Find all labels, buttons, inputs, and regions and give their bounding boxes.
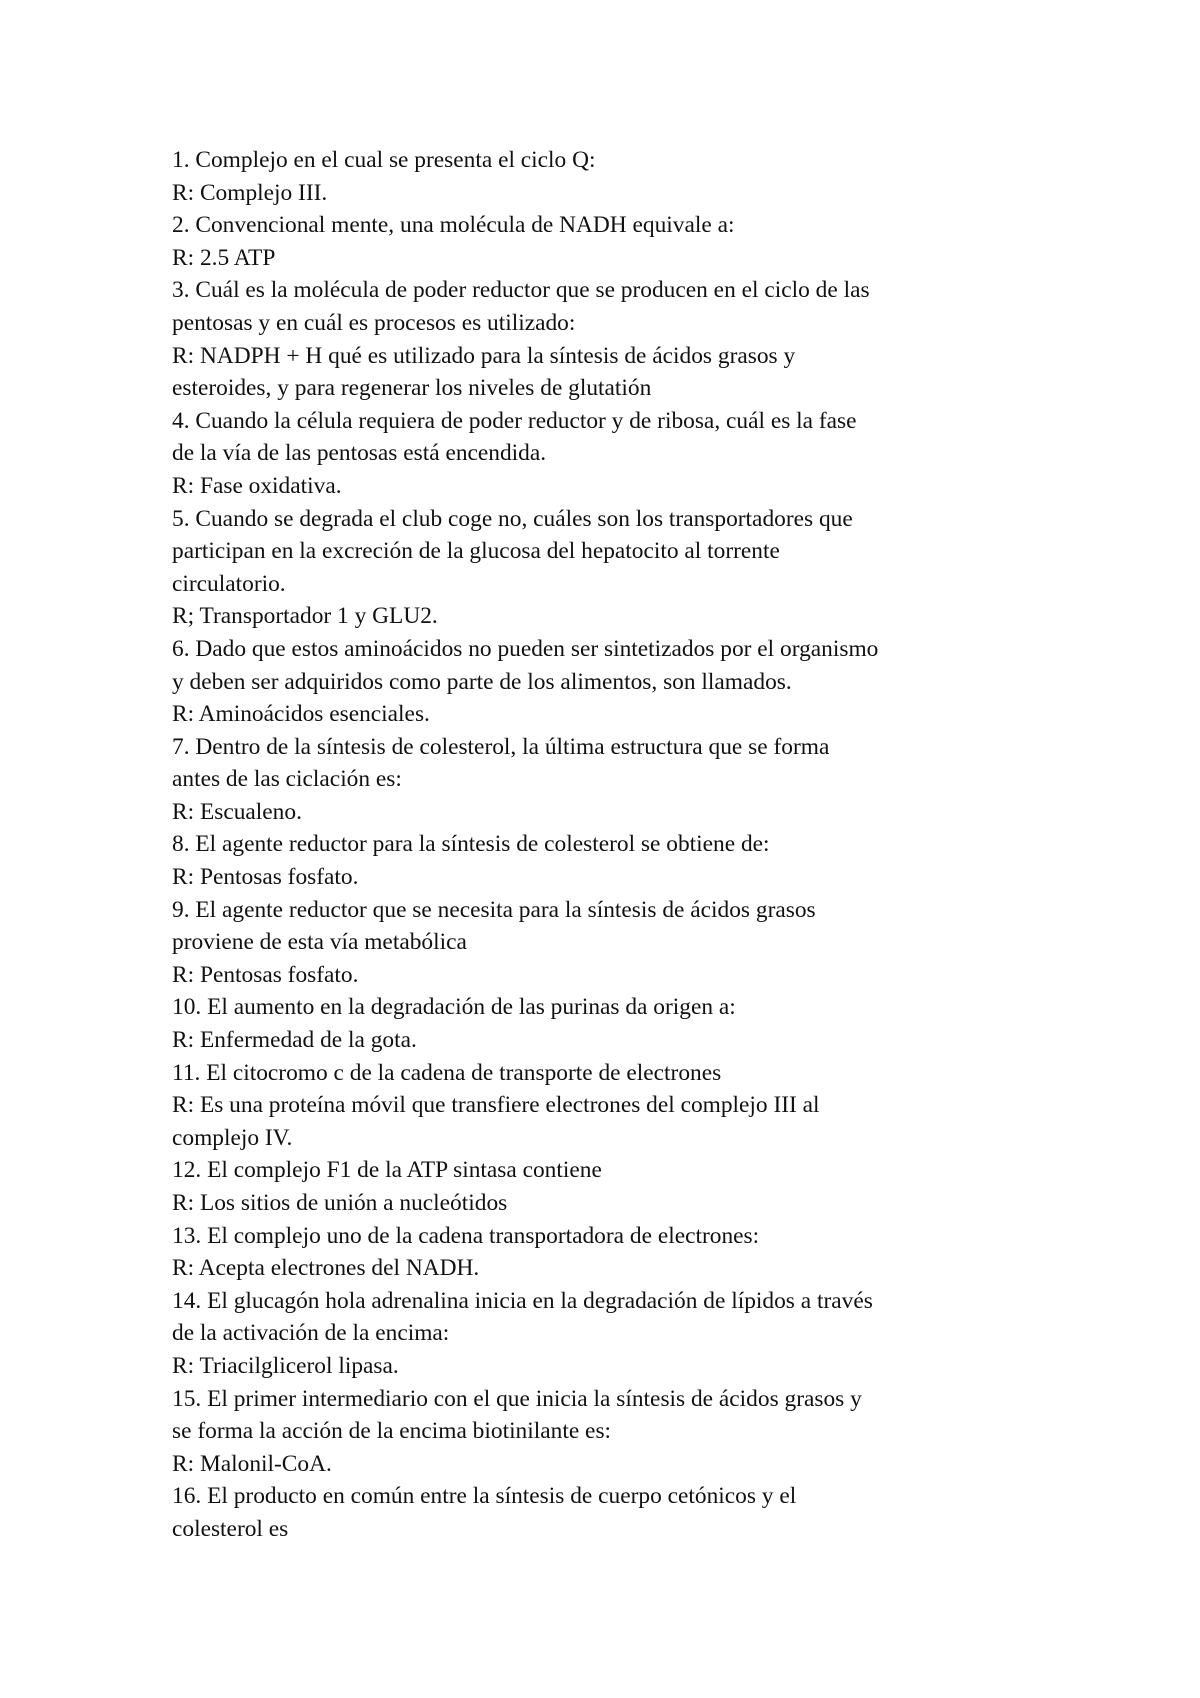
text-line: pentosas y en cuál es procesos es utilizado:	[172, 309, 576, 336]
text-line: R: Triacilglicerol lipasa.	[172, 1352, 399, 1379]
text-line: R: NADPH + H qué es utilizado para la síntesis de ácidos grasos y	[172, 342, 796, 369]
text-line: 13. El complejo uno de la cadena transportadora de electrones:	[172, 1222, 760, 1249]
text-line: R: Enfermedad de la gota.	[172, 1027, 417, 1054]
text-line: 8. El agente reductor para la síntesis de colesterol se obtiene de:	[172, 831, 770, 858]
text-line: 3. Cuál es la molécula de poder reductor que se producen en el ciclo de las	[172, 277, 870, 304]
text-line: de la activación de la encima:	[172, 1320, 450, 1347]
text-line: R: 2.5 ATP	[172, 244, 276, 271]
text-line: antes de las ciclación es:	[172, 766, 402, 793]
text-line: 15. El primer intermediario con el que inicia la síntesis de ácidos grasos y	[172, 1385, 862, 1412]
text-line: R: Fase oxidativa.	[172, 472, 342, 499]
text-line: R: Malonil-CoA.	[172, 1450, 332, 1477]
text-line: colesterol es	[172, 1515, 289, 1542]
text-line: R: Es una proteína móvil que transfiere electrones del complejo III al	[172, 1092, 820, 1119]
text-line: 6. Dado que estos aminoácidos no pueden ser sintetizados por el organismo	[172, 635, 879, 662]
text-line: de la vía de las pentosas está encendida.	[172, 440, 547, 467]
text-line: R: Escualeno.	[172, 798, 302, 825]
text-line: R: Pentosas fosfato.	[172, 961, 359, 988]
text-line: R: Pentosas fosfato.	[172, 864, 359, 891]
text-line: 14. El glucagón hola adrenalina inicia en la degradación de lípidos a través	[172, 1287, 873, 1314]
document-text	[172, 144, 1052, 1546]
text-line: participan en la excreción de la glucosa del hepatocito al torrente	[172, 538, 780, 565]
text-line: 5. Cuando se degrada el club coge no, cuáles son los transportadores que	[172, 505, 853, 532]
text-line: 11. El citocromo c de la cadena de transporte de electrones	[172, 1059, 722, 1086]
text-line: 7. Dentro de la síntesis de colesterol, la última estructura que se forma	[172, 733, 830, 760]
text-line: complejo IV.	[172, 1124, 293, 1151]
text-line: R: Acepta electrones del NADH.	[172, 1255, 480, 1282]
text-line: esteroides, y para regenerar los niveles de glutatión	[172, 375, 652, 402]
text-line: R: Aminoácidos esenciales.	[172, 701, 430, 728]
text-line: R: Complejo III.	[172, 179, 328, 206]
text-line: circulatorio.	[172, 570, 286, 597]
text-line: 16. El producto en común entre la síntesis de cuerpo cetónicos y el	[172, 1483, 797, 1510]
text-line: R: Los sitios de unión a nucleótidos	[172, 1190, 508, 1216]
text-line: R; Transportador 1 y GLU2.	[172, 603, 438, 630]
text-line: y deben ser adquiridos como parte de los alimentos, son llamados.	[172, 668, 792, 695]
text-line: proviene de esta vía metabólica	[172, 929, 467, 956]
text-line: 10. El aumento en la degradación de las purinas da origen a:	[172, 994, 736, 1021]
text-line: 4. Cuando la célula requiera de poder reductor y de ribosa, cuál es la fase	[172, 407, 857, 434]
text-line: se forma la acción de la encima biotinilante es:	[172, 1418, 612, 1445]
text-line: 12. El complejo F1 de la ATP sintasa contiene	[172, 1157, 602, 1184]
text-line: 2. Convencional mente, una molécula de NADH equivale a:	[172, 212, 735, 239]
text-line: 1. Complejo en el cual se presenta el ciclo Q:	[172, 147, 596, 173]
text-line: 9. El agente reductor que se necesita para la síntesis de ácidos grasos	[172, 896, 816, 923]
